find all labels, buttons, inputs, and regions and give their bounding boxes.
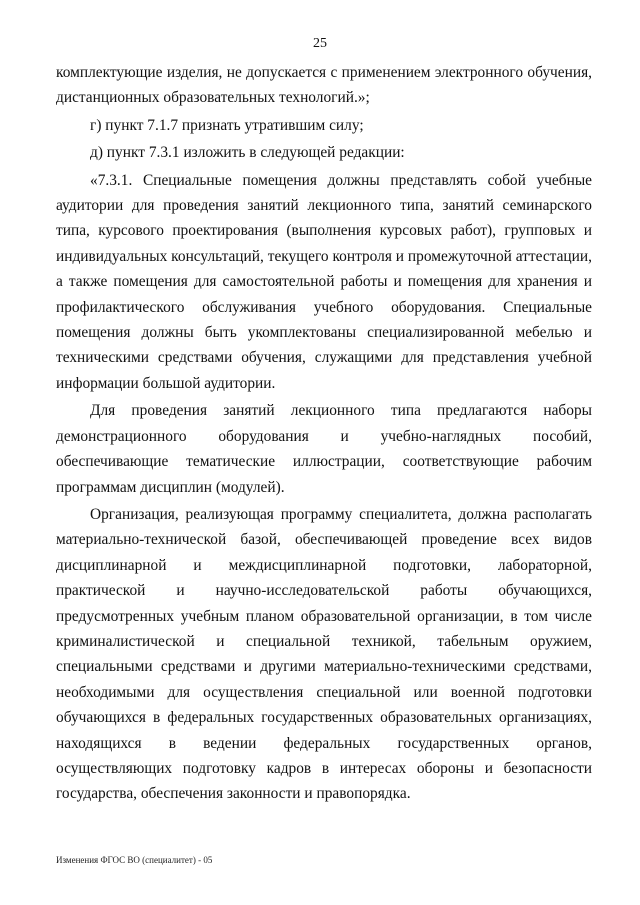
paragraph-7-3-1: «7.3.1. Специальные помещения должны представлять собой учебные аудитории для проведения занятий лекционного типа, занятий семинарского типа, курсового проектирования (выполнения курсовых работ), групповых и индивидуальных консультаций, текущего контроля и промежуточной аттестации, а также помещения для самостоятельной работы и помещения для хранения и профилактического обслуживания учебного оборудования. Специальные помещения должны быть укомплектованы специализированной мебелью и техническими средствами обучения, служащими для представления учебной информации большой аудитории. xyxy=(56,171,592,392)
paragraph-item-g: г) пункт 7.1.7 признать утратившим силу; xyxy=(90,116,364,134)
page-number: 25 xyxy=(313,36,327,51)
paragraph-item-d: д) пункт 7.3.1 изложить в следующей редакции: xyxy=(90,144,405,162)
body-text xyxy=(56,60,592,809)
footer-note: Изменения ФГОС ВО (специалитет) - 05 xyxy=(56,855,213,865)
paragraph-continuation: комплектующие изделия, не допускается с применением электронного обучения, дистанционных образовательных технологий.»; xyxy=(56,64,592,107)
paragraph-lecture-equipment: Для проведения занятий лекционного типа предлагаются наборы демонстрационного оборудования и учебно-наглядных пособий, обеспечивающие тематические иллюстрации, соответствующие рабочим программам дисциплин (модулей). xyxy=(56,402,592,496)
paragraph-material-base: Организация, реализующая программу специалитета, должна располагать материально-технической базой, обеспечивающей проведение всех видов дисциплинарной и междисциплинарной подготовки, лабораторной, практической и научно-исследовательской работы обучающихся, предусмотренных учебным планом образовательной организации, в том числе криминалистической и специальной техникой, табельным оружием, специальными средствами и другими материально-техническими средствами, необходимыми для осуществления специальной или военной подготовки обучающихся в федеральных государственных образовательных организациях, находящихся в ведении федеральных государственных органов, осуществляющих подготовку кадров в интересах обороны и безопасности государства, обеспечения законности и правопорядка. xyxy=(56,505,592,803)
